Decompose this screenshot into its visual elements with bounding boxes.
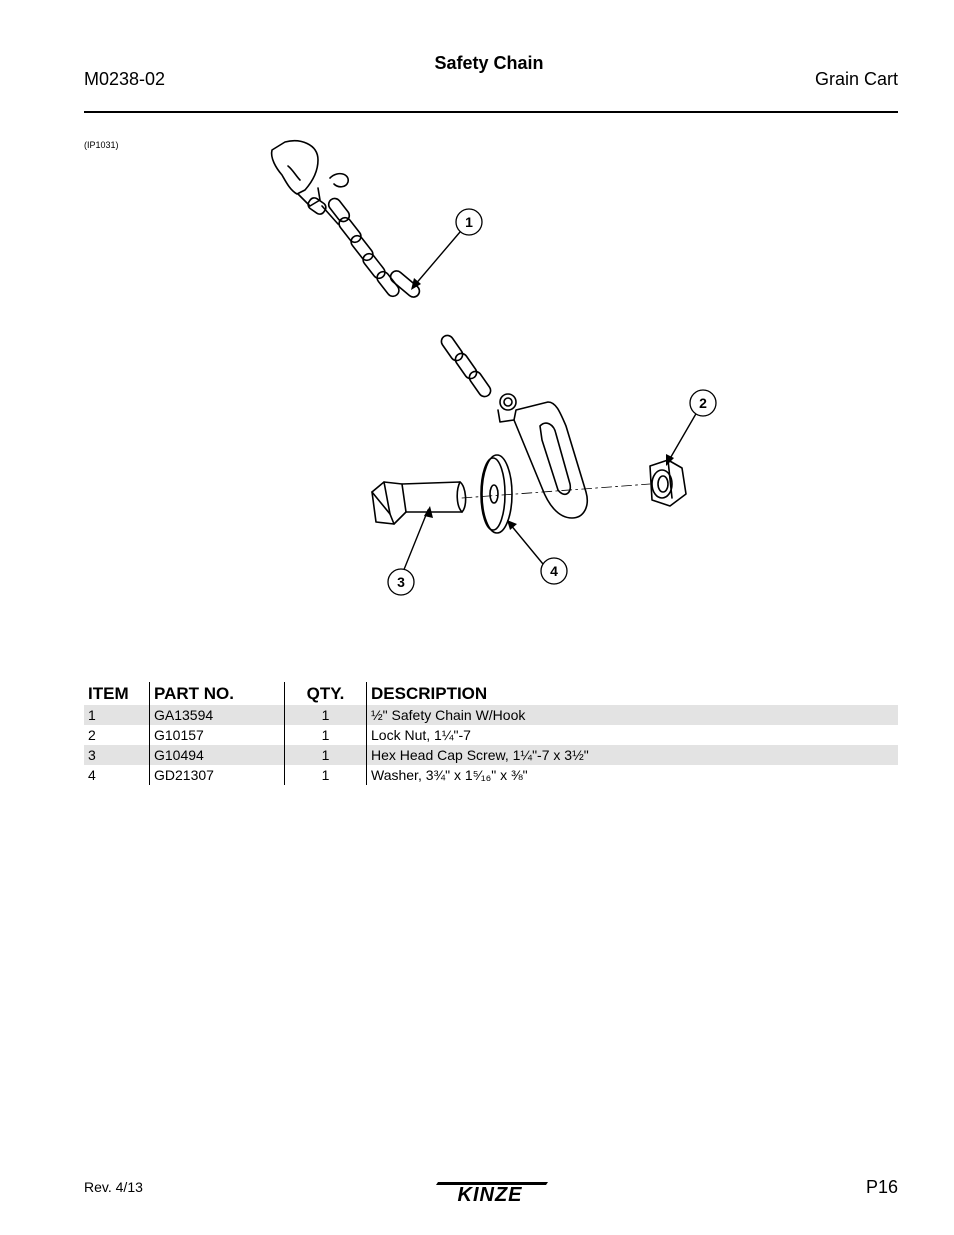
cell-item: 2 <box>88 727 96 743</box>
cell-description: Lock Nut, 1¼"-7 <box>367 725 899 745</box>
parts-illustration <box>0 120 954 620</box>
logo-text: KINZE <box>457 1184 523 1206</box>
safety-chain-hook-drawing <box>272 141 422 300</box>
document-id: M0238-02 <box>84 69 166 89</box>
header-description: DESCRIPTION <box>367 682 899 705</box>
callout-3: 3 <box>397 574 405 590</box>
revision-label: Rev. 4/13 <box>84 1179 143 1195</box>
header-qty: QTY. <box>285 682 367 705</box>
page-number: P16 <box>865 1177 898 1197</box>
callout-4: 4 <box>550 563 558 579</box>
cell-part-no: G10157 <box>150 725 285 745</box>
kinze-logo <box>432 1176 550 1206</box>
lock-nut-drawing <box>650 460 686 506</box>
hex-bolt-drawing <box>372 482 466 524</box>
header-part-no: PART NO. <box>150 682 285 705</box>
cell-item: 1 <box>84 705 150 725</box>
cell-qty: 1 <box>285 765 367 785</box>
washer-drawing <box>481 455 512 533</box>
cell-part-no: G10494 <box>150 745 285 765</box>
callout-1: 1 <box>465 214 473 230</box>
header-divider <box>84 111 898 113</box>
figure-id: (IP1031) <box>84 140 119 150</box>
cell-part-no: GA13594 <box>150 705 285 725</box>
table-row <box>84 765 898 785</box>
page-title-wrap <box>0 53 954 74</box>
cell-item: 3 <box>84 745 150 765</box>
cell-description: Hex Head Cap Screw, 1¼"-7 x 3½" <box>367 745 899 765</box>
callout-2: 2 <box>699 395 707 411</box>
cell-item: 4 <box>88 767 96 783</box>
cell-qty: 1 <box>285 745 367 765</box>
table-row <box>84 725 898 745</box>
cell-description: ½" Safety Chain W/Hook <box>367 705 899 725</box>
table-header-row <box>84 682 898 705</box>
table-row <box>84 745 898 765</box>
parts-table <box>84 682 898 785</box>
header-item: ITEM <box>88 684 129 703</box>
cell-description: Washer, 3¾" x 1⁵⁄₁₆" x ⅜" <box>367 765 899 785</box>
cell-part-no: GD21307 <box>150 765 285 785</box>
product-name: Grain Cart <box>814 69 898 89</box>
cell-qty: 1 <box>285 705 367 725</box>
table-row <box>84 705 898 725</box>
page-title: Safety Chain <box>434 53 544 73</box>
cell-qty: 1 <box>285 725 367 745</box>
